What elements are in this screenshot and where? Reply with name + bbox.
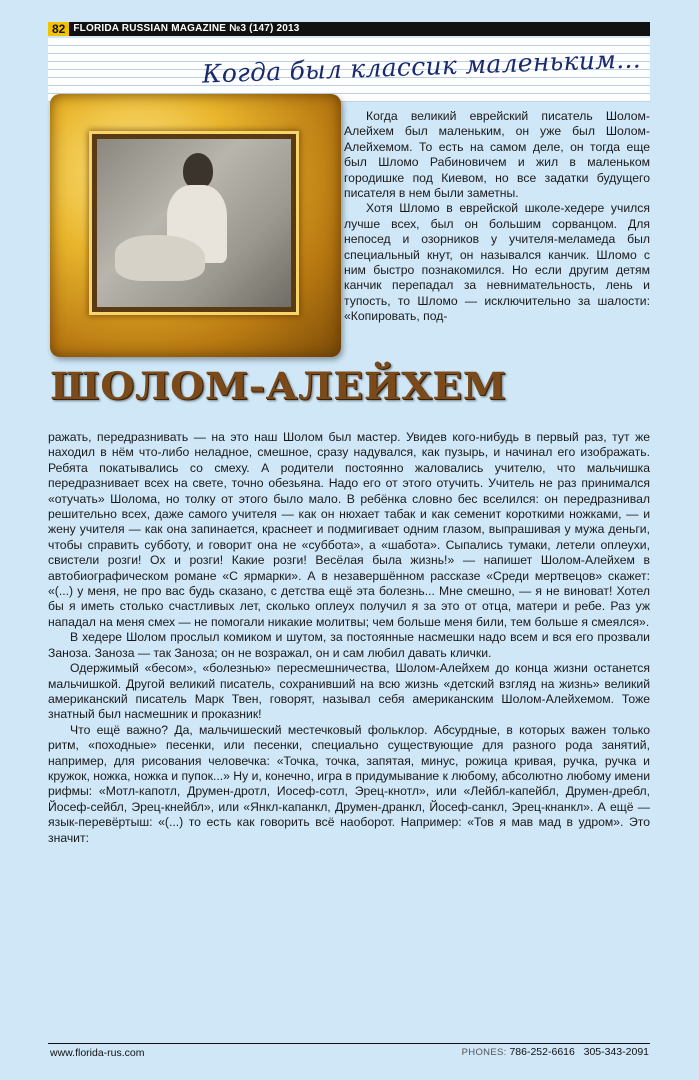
section-heading: Когда был классик маленьким... (201, 44, 642, 89)
paragraph-2-start: Хотя Шломо в еврейской школе-хедере учился лучше всех, был он большим сорванцом. Для непосед и озорников у учителя-меламеда был специальный кнут, он назывался канчик. Шломо с ним быстро познакомился. Но если другим детям канчик перепадал за невнимательность, лень и тупость, то Шломо — исключительно за шалости: «Копировать, под- (344, 201, 650, 324)
paragraph-5: Что ещё важно? Да, мальчишеский местечковый фольклор. Абсурдные, в которых важен только ритм, «походные» песенки, или песенки, специально существующие для разного рода занятий, например, для рисования человечка: «Точка, точка, запятая, минус, рожица кривая, ручка, ручка и кружок, ножка, ножка и пупок...» Ну и, конечно, игра в придумывание к любому, абсолютно любому имени рифмы: «Мотл-капотл, Друмен-дротл, Иосеф-сотл, Эрец-кнотл», или «Лейбл-капейбл, Друмен-дребл, Йосеф-сейбл, Эрец-кнейбл», или «Янкл-капанкл, Друмен-дранкл, Йосеф-санкл, Эрец-кнанкл». А ещё — язык-перевёртыш: «(...) то есть как говорить всё наоборот. Например: «Тов я мав мад в удром». Это значит: (48, 722, 650, 845)
phone-1: 786-252-6616 (509, 1046, 575, 1058)
paragraph-2-continued: ражать, передразнивать — на это наш Шолом был мастер. Увидев кого-нибудь в первый раз, тут же находил в нём что-либо неладное, смешное, сразу надувался, как пузырь, и начинал его изображать. Ребята покатывались со смеху. А родители постоянно жаловались учителю, что мальчишка передразнивает всех на свете, точно обезьяна. Надо его от этого отучить. Учитель не раз принимался «отучать» Шолома, но толку от этого было мало. В ребёнка словно бес вселился: он передразнивал решительно всех, даже самого учителя — как он нюхает табак и как семенит короткими ножками, — и жену учителя — как она запинается, краснеет и подмигивает одним глазом, выпрашивая у мужа деньги, чтобы справить субботу, и говорит она не «суббота», а «шабота». Сыпались тумаки, летели оплеухи, свистели розги! Ох и розги! Какие розги! Весёлая была жизнь!» — напишет Шолом-Алейхем в автобиографическом романе «С ярмарки». А в незавершённом рассказе «Среди мертвецов» скажет: «(...) у меня, не про вас будь сказано, с детства ещё эта болезнь... Мне смешно, — я не виноват! Хотел бы я иметь столько счастливых лет, сколько оплеух получил я за это от отца, матери и ребе. Раз уж нападал на меня смех — не помогали никакие молитвы; чем больше меня били, тем больше я смеялся». (48, 430, 650, 629)
footer-phones (462, 1046, 649, 1058)
portrait-photo-mount (92, 134, 296, 312)
paragraph-3: В хедере Шолом прослыл комиком и шутом, за постоянные насмешки надо всем и вся его прозвали Заноза. Заноза — так Заноза; он не возражал, он и сам любил давать клички. (48, 630, 650, 660)
magazine-header-bar (48, 22, 650, 36)
child-portrait-photo (97, 139, 291, 307)
golden-picture-frame (50, 94, 341, 357)
article-column-right (344, 109, 650, 325)
paragraph-4: Одержимый «бесом», «болезнью» пересмешничества, Шолом-Алейхем до конца жизни останется мальчишкой. Другой великий писатель, сохранивший на всю жизнь «детский взгляд на жизнь» великий американский писатель Марк Твен, говорят, называл себя американским Шолом-Алейхемом. Тоже знатный был насмешник и проказник! (48, 661, 650, 722)
article-title: ШОЛОМ-АЛЕЙХЕМ (50, 364, 507, 408)
phones-label: PHONES: (461, 1047, 507, 1058)
rocking-horse-shape (115, 235, 205, 281)
footer-website: www.florida-rus.com (50, 1047, 145, 1059)
paragraph-1: Когда великий еврейский писатель Шолом-Алейхем был маленьким, он уже был Шолом-Алейхемом. То есть на самом деле, он тогда еще был Шломо Рабиновичем и жил в маленьком городишке под Киевом, но все задатки будущего писателя в нем были заметны. (344, 109, 650, 201)
phone-2: 305-343-2091 (583, 1046, 649, 1058)
footer-divider (48, 1043, 650, 1044)
article-column-full (48, 430, 650, 846)
magazine-issue-title: FLORIDA RUSSIAN MAGAZINE №3 (147) 2013 (73, 23, 300, 34)
page-number: 82 (48, 22, 69, 36)
child-head-shape (183, 153, 213, 189)
